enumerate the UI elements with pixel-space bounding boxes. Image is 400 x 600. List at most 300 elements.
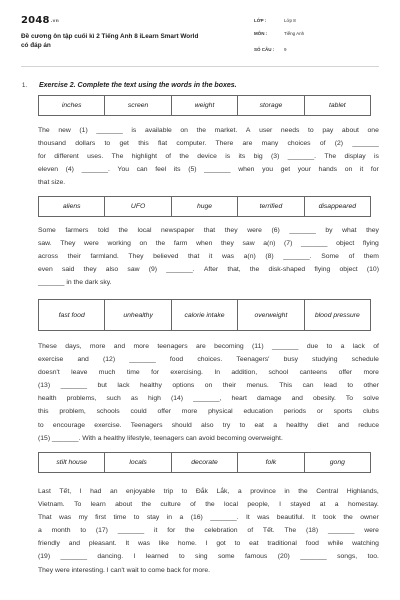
passage-word: new [58,127,71,134]
passage-word: (9) [148,266,158,274]
passage-word: can [302,382,314,390]
passage-word: different [54,153,79,161]
passage-word: (3) [271,153,280,161]
passage-line [38,340,379,353]
passage-word: to [347,382,354,390]
meta-class-label: LỚP : [254,18,267,23]
passage-word: Teenagers' [236,356,270,364]
passage-word: that [188,253,200,261]
passage-word: thousand [38,140,66,148]
site-logo[interactable] [21,15,59,26]
passage-word: learn [90,501,106,509]
passage-word: newspaper [161,227,195,234]
passage-word: your [297,166,311,174]
passage-word: on [180,127,188,134]
passage-word: (10) [366,266,379,274]
passage-word: got [216,540,226,548]
passage-word: It [125,540,130,548]
passage-word: _______. [81,166,110,174]
passage-word: even [38,266,53,274]
passage-word: leave [71,369,88,377]
passage-word: _______ [289,227,316,234]
passage-word: exercising. [170,369,203,377]
passage-word: addition, [231,369,258,377]
passage-word: to [80,527,86,535]
passage-word: time [113,514,127,522]
meta-class-value: Lớp 8 [284,18,296,23]
passage-word: After [203,266,219,274]
meta-subject-value: Tiếng Anh [284,31,305,36]
passage-word: I [205,540,208,548]
word-box-item: overweight [238,300,304,330]
passage-word: of [190,501,196,509]
word-box-item: aliens [39,197,105,216]
word-box-item: storage [238,96,304,115]
passage-word: to [239,421,246,429]
passage-word: more [89,343,106,350]
passage-word: of [247,527,254,535]
passage-word: To [345,395,354,403]
passage-word: menus. [246,382,269,390]
passage-word: the [155,240,166,248]
passage-word: (6) [271,227,280,234]
passage-line [38,366,379,379]
logo-text: 2048 [21,15,50,26]
passage-word: to [133,514,140,522]
passage-line [38,263,379,276]
document-title-line-2: có đáp án [21,41,51,49]
passage-word: lack [352,343,365,350]
passage-word: eat [249,540,259,548]
passage-word: I [79,488,82,495]
passage-line [38,224,379,237]
passage-word: (11) [252,343,264,350]
passage-word: object [336,240,355,248]
passage-word: they [224,227,238,234]
passage-word: In [214,369,220,377]
passage-word: offer [338,369,353,377]
passage-word: They [128,253,144,261]
passage-word: physical [208,408,233,416]
passage-line [38,392,379,405]
passage-word: culture [160,501,181,509]
word-box-2 [38,196,371,217]
word-box-1 [38,95,371,116]
passage-word: when [238,166,255,174]
passage-word: more [181,408,198,416]
word-box-item: gong [329,459,345,466]
passage-word: saw. [38,240,52,248]
word-box-4 [38,452,371,473]
word-box-item: blood pressure [314,311,360,319]
passage-word: of [348,253,355,261]
passage-word: first [95,514,107,522]
passage-word: This [279,382,293,390]
passage-word: _______ [129,356,156,364]
logo-suffix: .vn [50,19,60,24]
passage-word: also [201,421,214,429]
passage-word: also [105,266,119,274]
passage-word: is [225,153,231,161]
passage-word: much [98,369,116,377]
passage-word: believed [153,253,179,261]
passage-word: Some [321,253,339,261]
passage-word: _______ [117,527,145,535]
passage-word: (2) [334,140,344,148]
passage-word: them [363,253,379,261]
passage-word: and [113,343,126,350]
passage-word: object [339,266,358,274]
passage-word: dollars [75,140,96,148]
passage-2 [38,224,379,289]
passage-word: a [273,421,277,429]
passage-word: more [363,369,379,377]
passage-word: province [250,488,276,495]
passage-word: songs, [337,553,358,561]
passage-word: Teenagers [130,421,163,429]
passage-word: is [373,153,379,161]
passage-word: _______ [327,527,355,535]
passage-word: schedule [351,356,379,364]
passage-word: on [344,166,353,174]
passage-word: It [311,514,316,522]
passage-line [38,353,379,366]
passage-word: healthy [286,421,309,429]
passage-word: I [279,501,281,509]
passage-word: user [259,127,273,134]
passage-line [38,485,379,498]
passage-word: the [196,127,207,134]
passage-word: and [291,395,303,403]
passage-word: were [364,527,379,535]
question-number: 1. [22,83,28,89]
passage-word: are [242,140,253,148]
passage-word: get [119,140,129,148]
passage-word: problems, [66,395,97,403]
passage-word: the [141,501,151,509]
passage-word: they [83,266,97,274]
passage-word: Some [38,227,56,234]
passage-word: it [208,253,213,261]
passage-word: eleven [38,166,59,174]
passage-word: this [138,140,149,148]
passage-word: the [205,501,215,509]
meta-subject [254,31,304,36]
passage-word: this [38,408,49,416]
passage-word: diet [317,421,329,429]
passage-word: to [308,127,314,134]
meta-count [254,47,287,52]
passage-word: local [137,227,152,234]
passage-line: They were interesting. I can't wait to come back for more. [38,566,211,574]
passage-word: eat [254,421,264,429]
passage-word: _______ [60,553,87,561]
passage-word: _______. [283,253,312,261]
passage-word: flat [158,140,168,148]
passage-word: stay [146,514,160,522]
passage-word: said [61,266,75,274]
passage-line [38,124,379,137]
passage-word: to [181,488,188,495]
passage-word: Tết. [262,527,275,535]
passage-word: an [109,488,118,495]
passage-4 [38,485,379,577]
passage-word: saw [127,266,140,274]
passage-word: lead [324,382,337,390]
passage-line [38,237,379,250]
passage-word: celebration [204,527,238,535]
passage-word: (13) [38,382,51,390]
passage-word: Central [316,488,339,495]
passage-word: my [78,514,88,522]
passage-word: (12) [103,356,116,364]
passage-word: such [106,395,121,403]
passage-word: across [38,253,59,261]
passage-word: feel [155,166,167,174]
passage-word: encourage [52,421,86,429]
passage-word: health [38,395,57,403]
passage-word: needs [280,127,300,134]
passage-word: _______ [301,240,328,248]
word-box-item: huge [172,197,238,216]
passage-word: should [171,421,192,429]
passage-word: (17) [95,527,108,535]
passage-word: working [107,240,131,248]
passage-word: _______ [96,127,123,134]
passage-word: _______ [60,382,88,390]
passage-line [38,524,379,537]
passage-word: homestay. [347,501,379,509]
passage-word: becoming [214,343,244,350]
passage-word: pleasant. [88,540,117,548]
passage-word: they [366,227,379,234]
passage-word: market. [214,127,238,134]
passage-word: (4) [65,166,74,174]
passage-word: The [38,127,50,134]
passage-word: some [217,553,235,561]
word-box-item: disappeared [318,203,357,210]
passage-word: learned [145,553,169,561]
passage-word: friendly [38,540,60,548]
passage-line [38,511,379,524]
passage-word: local [224,501,238,509]
passage-word: options [172,382,195,390]
passage-word: heart [231,395,247,403]
passage-word: can [136,166,148,174]
passage-word: the [118,227,128,234]
passage-word: could [130,408,147,416]
passage-word: took [323,514,336,522]
passage-word: about [115,501,133,509]
passage-word: choices. [197,356,223,364]
passage-word: (1) [79,127,88,134]
header-divider [21,66,379,67]
passage-word: too. [367,553,379,561]
meta-count-value: 9 [284,47,287,52]
passage-word: home. [177,540,197,548]
passage-word: farmland. [90,253,119,261]
meta-subject-label: MÔN : [254,31,268,36]
word-box-item: fast food [39,300,105,330]
passage-word: Last [38,488,51,495]
passage-line [38,550,379,563]
passage-word: _______ [272,343,299,350]
passage-word: enjoyable [126,488,156,495]
passage-word: a [334,501,339,509]
passage-word: like [158,540,170,548]
passage-word: It [246,514,250,522]
passage-word: The [284,527,297,535]
passage-word: is [131,127,137,134]
passage-word: their [67,253,81,261]
document-title-line-1: Đề cương ôn tập cuối kì 2 Tiếng Anh 8 iLearn Smart World [21,33,199,40]
passage-word: doesn't [38,369,60,377]
passage-word: it [359,166,364,174]
passage-word: flying [362,240,379,248]
passage-word: people, [247,501,270,509]
passage-word: offer [157,408,171,416]
word-box-item: tablet [329,102,346,109]
passage-word: for [167,527,176,535]
passage-word: I [133,553,136,561]
passage-word: pay [322,127,334,134]
passage-word: their [222,382,237,390]
question-instruction: Exercise 2. Complete the text using the words in the boxes. [39,82,237,89]
passage-word: _______. [210,514,239,522]
passage-word: (19) [38,553,51,561]
passage-word: to [326,343,333,350]
passage-word: uses. [87,153,104,161]
passage-word: Tết, [59,488,72,495]
passage-word: in [166,514,173,522]
passage-word: problem, [59,408,86,416]
passage-line: (15) _______. With a healthy lifestyle, teenagers can avoid becoming overweight. [38,434,283,442]
word-box-item: folk [238,453,304,472]
passage-word: The [324,153,337,161]
passage-word: damage [256,395,282,403]
passage-word: dancing. [97,553,124,561]
passage-word: teenagers [157,343,188,350]
passage-line [38,419,379,432]
passage-word: _______ [204,166,231,174]
passage-word: display [344,153,366,161]
passage-word: that [203,227,216,234]
passage-word: trip [163,488,174,495]
passage-word: They [60,240,76,248]
passage-word: its [173,166,181,174]
passage-word: were [247,227,262,234]
passage-word: high [148,395,161,403]
meta-class [254,18,296,23]
passage-word: flying [314,266,331,274]
passage-word: and [68,540,81,548]
passage-word: about [341,127,359,134]
passage-word: There [215,140,234,148]
passage-word: it [154,527,158,535]
passage-word: busy [283,356,298,364]
passage-word: _______ [352,140,379,148]
passage-word: more [133,343,149,350]
passage-word: Vietnam. [38,501,65,509]
passage-word: of [319,140,326,148]
passage-word: To [74,501,82,509]
passage-word: at [319,501,326,509]
passage-word: a(n) [263,240,276,248]
passage-word: to [104,140,111,148]
passage-word: month [51,527,71,535]
passage-word: many [261,140,279,148]
passage-word: device [197,153,217,161]
passage-word: the [185,527,195,535]
passage-3 [38,340,379,445]
passage-word: on [139,240,148,248]
passage-word: canteens [299,369,328,377]
passage-word: A [245,127,251,134]
passage-word: a [38,527,42,535]
passage-word: or [316,408,323,416]
passage-word: time [126,369,140,377]
passage-word: watching [352,540,379,548]
passage-word: (8) [265,253,274,261]
passage-line [38,405,379,418]
meta-count-label: SỐ CÂU : [254,47,275,52]
passage-word: while [327,540,344,548]
passage-word: Đắk [195,488,208,495]
passage-word: food [305,540,319,548]
passage-word: (5) [188,166,197,174]
passage-word: healthy [139,382,162,390]
passage-word: but [97,382,107,390]
passage-word: they [221,240,234,248]
passage-word: the [298,488,308,495]
passage-word: studying [312,356,338,364]
passage-word: school [268,369,289,377]
word-box-item: terrified [238,197,304,216]
word-box-item: UFO [105,197,171,216]
passage-word: were [84,240,99,248]
passage-word: (7) [284,240,293,248]
passage-word: You [117,166,130,174]
passage-word: food [169,356,184,364]
passage-word: due [306,343,319,350]
passage-word: the [343,514,353,522]
passage-word: a [237,488,242,495]
word-box-item: locals [105,453,171,472]
passage-word: lack [117,382,130,390]
word-box-item: decorate [172,453,238,472]
passage-word: are [195,343,206,350]
passage-word: that, [227,266,241,274]
passage-word: hands [318,166,338,174]
passage-word: was [137,540,151,548]
passage-word: (18) [306,527,319,535]
word-box-item: calorie intake [172,300,238,330]
passage-word: a [340,343,345,350]
passage-word: get [280,166,291,174]
passage-word: to [38,421,44,429]
passage-line: _______ in the dark sky. [38,279,112,287]
passage-word: a(n) [243,253,256,261]
passage-word: in [284,488,290,495]
passage-word: one [367,127,379,134]
document-header [0,0,400,66]
passage-word: for [38,153,46,161]
passage-word: _______. [287,153,317,161]
passage-word: Lắk, [216,488,230,495]
passage-1 [38,124,379,189]
passage-word: and [77,356,89,364]
passage-word: choices [287,140,311,148]
